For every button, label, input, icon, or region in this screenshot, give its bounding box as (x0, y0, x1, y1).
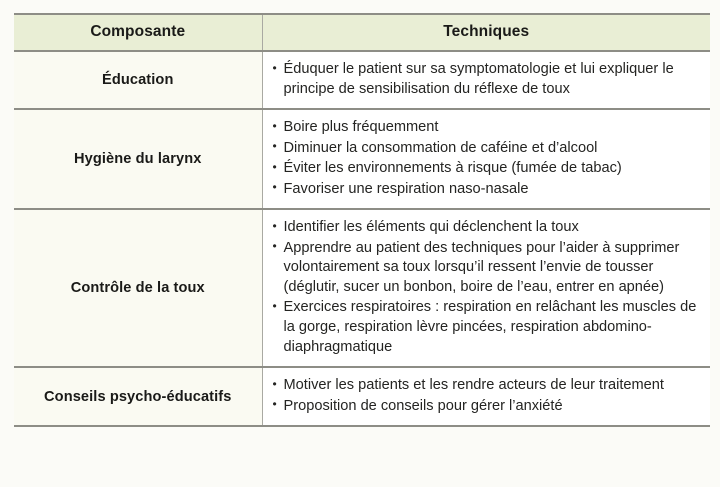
cell-techniques (262, 109, 710, 209)
table-container (14, 13, 710, 427)
cell-techniques (262, 367, 710, 426)
column-header-techniques: Techniques (262, 14, 710, 51)
cell-techniques (262, 209, 710, 367)
table-header (14, 14, 710, 51)
list-item: • Boire plus fréquemment (273, 118, 703, 138)
table-row (14, 51, 710, 109)
list-item: • Favoriser une respiration naso-nasale (273, 180, 703, 200)
list-item: • Proposition de conseils pour gérer l’anxiété (273, 397, 703, 417)
cell-composante: Éducation (14, 51, 262, 109)
technique-list (273, 118, 703, 199)
cell-techniques (262, 51, 710, 109)
technique-list (273, 218, 703, 357)
cell-composante: Hygiène du larynx (14, 109, 262, 209)
table-body (14, 51, 710, 426)
table-header-row (14, 14, 710, 51)
column-header-composante: Composante (14, 14, 262, 51)
table-row (14, 109, 710, 209)
list-item: • Diminuer la consommation de caféine et d’alcool (273, 139, 703, 159)
composante-techniques-table (14, 13, 710, 427)
list-item: • Motiver les patients et les rendre acteurs de leur traitement (273, 376, 703, 396)
table-row (14, 367, 710, 426)
list-item: • Éduquer le patient sur sa symptomatologie et lui expliquer le principe de sensibilisation du réflexe de toux (273, 60, 703, 99)
list-item: • Identifier les éléments qui déclenchent la toux (273, 218, 703, 238)
list-item: • Apprendre au patient des techniques pour l’aider à supprimer volontairement sa toux lorsqu’il ressent l’envie de tousser (déglutir, sucer un bonbon, boire de l’eau, entrer en apnée) (273, 239, 703, 298)
cell-composante: Conseils psycho-éducatifs (14, 367, 262, 426)
table-row (14, 209, 710, 367)
list-item: • Exercices respiratoires : respiration en relâchant les muscles de la gorge, respiration lèvre pincées, respiration abdomino-diaphragmatique (273, 298, 703, 357)
cell-composante: Contrôle de la toux (14, 209, 262, 367)
list-item: • Éviter les environnements à risque (fumée de tabac) (273, 159, 703, 179)
technique-list (273, 60, 703, 99)
technique-list (273, 376, 703, 416)
